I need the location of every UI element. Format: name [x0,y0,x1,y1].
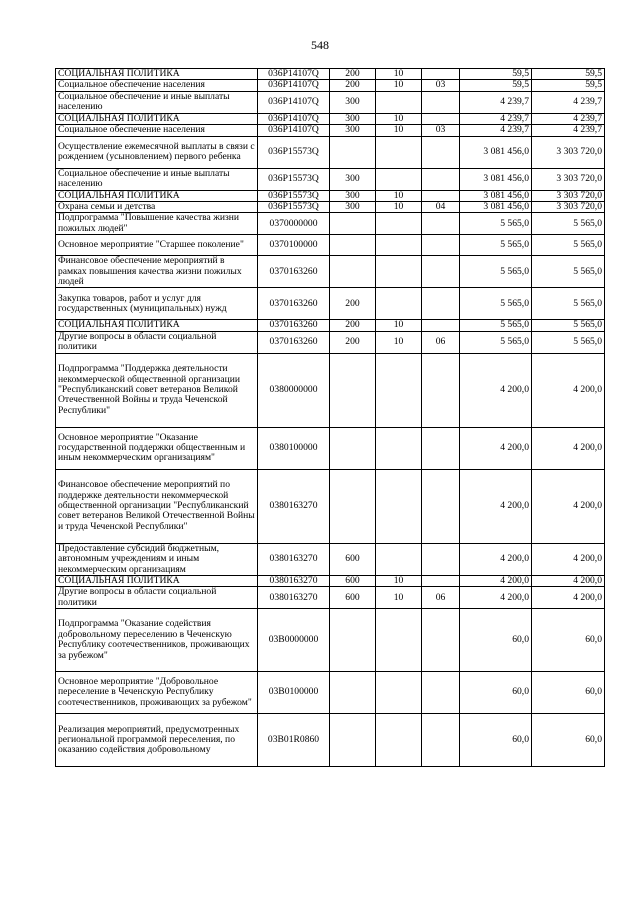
expense-type-cell [330,427,376,469]
target-code-cell: 036P15573Q [258,202,330,213]
expense-type-cell: 200 [330,69,376,80]
target-code-cell: 036P14107Q [258,80,330,91]
target-code-cell: 0370163260 [258,288,330,320]
row-name-cell: Осуществление ежемесячной выплаты в связи с рождением (усыновлением) первого ребенка [56,136,258,168]
section-cell: 10 [376,69,422,80]
target-code-cell: 0380100000 [258,427,330,469]
subsection-cell [422,609,460,672]
subsection-cell [422,320,460,331]
table-row [56,113,605,124]
row-name-cell: Социальное обеспечение населения [56,125,258,136]
target-code-cell: 0370000000 [258,213,330,235]
row-name-cell: Социальное обеспечение и иные выплаты населению [56,91,258,113]
page-number: 548 [311,38,329,52]
section-cell [376,609,422,672]
amount-year-1-cell: 4 200,0 [460,575,532,586]
section-cell: 10 [376,320,422,331]
section-cell: 10 [376,575,422,586]
amount-year-2-cell: 4 200,0 [532,543,605,575]
budget-table-body [56,69,605,767]
amount-year-1-cell: 4 239,7 [460,125,532,136]
amount-year-2-cell: 5 565,0 [532,213,605,235]
subsection-cell [422,427,460,469]
expense-type-cell: 200 [330,80,376,91]
row-name-cell: СОЦИАЛЬНАЯ ПОЛИТИКА [56,69,258,80]
row-name-cell: Финансовое обеспечение мероприятий по поддержке деятельности некоммерческой общественной организации "Республиканский совет ветеранов Великой Отечественной Войны и труда Чеченской Республики" [56,469,258,543]
subsection-cell [422,256,460,288]
expense-type-cell: 600 [330,543,376,575]
amount-year-2-cell: 5 565,0 [532,256,605,288]
table-row [56,288,605,320]
expense-type-cell [330,353,376,427]
row-name-cell: Другие вопросы в области социальной политики [56,331,258,353]
table-row [56,714,605,767]
amount-year-2-cell: 4 200,0 [532,427,605,469]
amount-year-1-cell: 5 565,0 [460,213,532,235]
subsection-cell [422,575,460,586]
amount-year-1-cell: 4 200,0 [460,469,532,543]
amount-year-2-cell: 4 239,7 [532,91,605,113]
amount-year-2-cell: 5 565,0 [532,320,605,331]
target-code-cell: 036P14107Q [258,69,330,80]
amount-year-2-cell: 3 303 720,0 [532,190,605,201]
row-name-cell: Подпрограмма "Поддержка деятельности некоммерческой общественной организации "Республиканский совет ветеранов Великой Отечественной Войны и труда Чеченской Республики" [56,353,258,427]
subsection-cell [422,235,460,256]
amount-year-2-cell: 4 239,7 [532,113,605,124]
table-row [56,190,605,201]
section-cell [376,256,422,288]
subsection-cell: 06 [422,331,460,353]
amount-year-2-cell: 59,5 [532,69,605,80]
target-code-cell: 0370163260 [258,320,330,331]
subsection-cell [422,136,460,168]
section-cell [376,469,422,543]
amount-year-1-cell: 4 200,0 [460,543,532,575]
section-cell [376,136,422,168]
target-code-cell: 0380163270 [258,575,330,586]
target-code-cell: 0380000000 [258,353,330,427]
target-code-cell: 0380163270 [258,587,330,609]
target-code-cell: 0380163270 [258,543,330,575]
subsection-cell: 03 [422,80,460,91]
amount-year-1-cell: 60,0 [460,609,532,672]
amount-year-2-cell: 60,0 [532,714,605,767]
amount-year-1-cell: 4 239,7 [460,91,532,113]
section-cell [376,235,422,256]
section-cell: 10 [376,331,422,353]
expense-type-cell: 200 [330,288,376,320]
expense-type-cell [330,609,376,672]
table-row [56,125,605,136]
amount-year-2-cell: 4 200,0 [532,575,605,586]
subsection-cell: 03 [422,125,460,136]
expense-type-cell: 300 [330,125,376,136]
target-code-cell: 036P14107Q [258,125,330,136]
amount-year-2-cell: 60,0 [532,609,605,672]
section-cell [376,427,422,469]
amount-year-2-cell: 4 239,7 [532,125,605,136]
table-row [56,80,605,91]
table-row [56,235,605,256]
amount-year-2-cell: 60,0 [532,672,605,714]
target-code-cell: 0380163270 [258,469,330,543]
subsection-cell [422,213,460,235]
amount-year-1-cell: 5 565,0 [460,235,532,256]
row-name-cell: СОЦИАЛЬНАЯ ПОЛИТИКА [56,320,258,331]
target-code-cell: 03B0100000 [258,672,330,714]
amount-year-1-cell: 4 200,0 [460,427,532,469]
table-row [56,168,605,190]
amount-year-1-cell: 59,5 [460,69,532,80]
amount-year-1-cell: 3 081 456,0 [460,190,532,201]
row-name-cell: Финансовое обеспечение мероприятий в рамках повышения качества жизни пожилых людей [56,256,258,288]
section-cell [376,91,422,113]
amount-year-2-cell: 3 303 720,0 [532,136,605,168]
target-code-cell: 03B0000000 [258,609,330,672]
expense-type-cell: 300 [330,113,376,124]
expense-type-cell [330,235,376,256]
subsection-cell [422,190,460,201]
section-cell [376,714,422,767]
expense-type-cell: 600 [330,575,376,586]
target-code-cell: 036P14107Q [258,113,330,124]
table-row [56,672,605,714]
section-cell [376,672,422,714]
table-row [56,136,605,168]
table-row [56,543,605,575]
amount-year-1-cell: 5 565,0 [460,288,532,320]
table-row [56,256,605,288]
expense-type-cell [330,672,376,714]
amount-year-1-cell: 3 081 456,0 [460,202,532,213]
table-row [56,427,605,469]
amount-year-2-cell: 59,5 [532,80,605,91]
table-row [56,353,605,427]
expense-type-cell: 200 [330,320,376,331]
target-code-cell: 0370163260 [258,256,330,288]
subsection-cell [422,353,460,427]
section-cell: 10 [376,80,422,91]
target-code-cell: 03B01R0860 [258,714,330,767]
row-name-cell: Реализация мероприятий, предусмотренных региональной программой переселения, по оказанию содействия добровольному [56,714,258,767]
amount-year-2-cell: 3 303 720,0 [532,168,605,190]
table-row [56,91,605,113]
amount-year-2-cell: 5 565,0 [532,331,605,353]
row-name-cell: Социальное обеспечение и иные выплаты населению [56,168,258,190]
section-cell [376,353,422,427]
table-row [56,587,605,609]
table-row [56,469,605,543]
amount-year-1-cell: 5 565,0 [460,256,532,288]
row-name-cell: Основное мероприятие "Старшее поколение" [56,235,258,256]
amount-year-1-cell: 59,5 [460,80,532,91]
row-name-cell: Основное мероприятие "Оказание государственной поддержки общественным и иным некоммерческим организациям" [56,427,258,469]
section-cell [376,213,422,235]
expense-type-cell: 600 [330,587,376,609]
expense-type-cell: 300 [330,91,376,113]
section-cell [376,288,422,320]
amount-year-1-cell: 60,0 [460,672,532,714]
subsection-cell [422,91,460,113]
row-name-cell: Закупка товаров, работ и услуг для государственных (муниципальных) нужд [56,288,258,320]
target-code-cell: 036P15573Q [258,136,330,168]
row-name-cell: Подпрограмма "Оказание содействия добровольному переселению в Чеченскую Республику соотечественников, проживающих за рубежом" [56,609,258,672]
row-name-cell: Другие вопросы в области социальной политики [56,587,258,609]
row-name-cell: СОЦИАЛЬНАЯ ПОЛИТИКА [56,190,258,201]
amount-year-2-cell: 3 303 720,0 [532,202,605,213]
table-row [56,69,605,80]
row-name-cell: Основное мероприятие "Добровольное переселение в Чеченскую Республику соотечественников, проживающих за рубежом" [56,672,258,714]
table-row [56,575,605,586]
amount-year-1-cell: 60,0 [460,714,532,767]
subsection-cell [422,714,460,767]
table-row [56,213,605,235]
row-name-cell: Охрана семьи и детства [56,202,258,213]
expense-type-cell: 300 [330,190,376,201]
section-cell: 10 [376,190,422,201]
amount-year-2-cell: 4 200,0 [532,469,605,543]
amount-year-1-cell: 5 565,0 [460,331,532,353]
subsection-cell [422,69,460,80]
target-code-cell: 036P14107Q [258,91,330,113]
budget-table [55,68,605,767]
amount-year-2-cell: 4 200,0 [532,353,605,427]
amount-year-2-cell: 5 565,0 [532,288,605,320]
expense-type-cell [330,714,376,767]
section-cell [376,168,422,190]
expense-type-cell [330,213,376,235]
subsection-cell [422,168,460,190]
amount-year-2-cell: 5 565,0 [532,235,605,256]
amount-year-1-cell: 4 239,7 [460,113,532,124]
expense-type-cell: 300 [330,168,376,190]
row-name-cell: Подпрограмма "Повышение качества жизни пожилых людей" [56,213,258,235]
expense-type-cell [330,136,376,168]
row-name-cell: Предоставление субсидий бюджетным, автономным учреждениям и иным некоммерческим организациям [56,543,258,575]
target-code-cell: 0370163260 [258,331,330,353]
table-row [56,320,605,331]
row-name-cell: СОЦИАЛЬНАЯ ПОЛИТИКА [56,575,258,586]
subsection-cell [422,543,460,575]
subsection-cell [422,113,460,124]
target-code-cell: 0370100000 [258,235,330,256]
amount-year-1-cell: 3 081 456,0 [460,168,532,190]
table-row [56,202,605,213]
subsection-cell [422,672,460,714]
subsection-cell [422,469,460,543]
amount-year-1-cell: 4 200,0 [460,587,532,609]
amount-year-1-cell: 3 081 456,0 [460,136,532,168]
amount-year-1-cell: 5 565,0 [460,320,532,331]
row-name-cell: СОЦИАЛЬНАЯ ПОЛИТИКА [56,113,258,124]
section-cell: 10 [376,125,422,136]
table-row [56,609,605,672]
target-code-cell: 036P15573Q [258,168,330,190]
expense-type-cell [330,469,376,543]
subsection-cell [422,288,460,320]
section-cell: 10 [376,202,422,213]
target-code-cell: 036P15573Q [258,190,330,201]
table-row [56,331,605,353]
amount-year-1-cell: 4 200,0 [460,353,532,427]
expense-type-cell: 300 [330,202,376,213]
section-cell [376,543,422,575]
amount-year-2-cell: 4 200,0 [532,587,605,609]
section-cell: 10 [376,587,422,609]
expense-type-cell: 200 [330,331,376,353]
subsection-cell: 04 [422,202,460,213]
row-name-cell: Социальное обеспечение населения [56,80,258,91]
section-cell: 10 [376,113,422,124]
subsection-cell: 06 [422,587,460,609]
expense-type-cell [330,256,376,288]
